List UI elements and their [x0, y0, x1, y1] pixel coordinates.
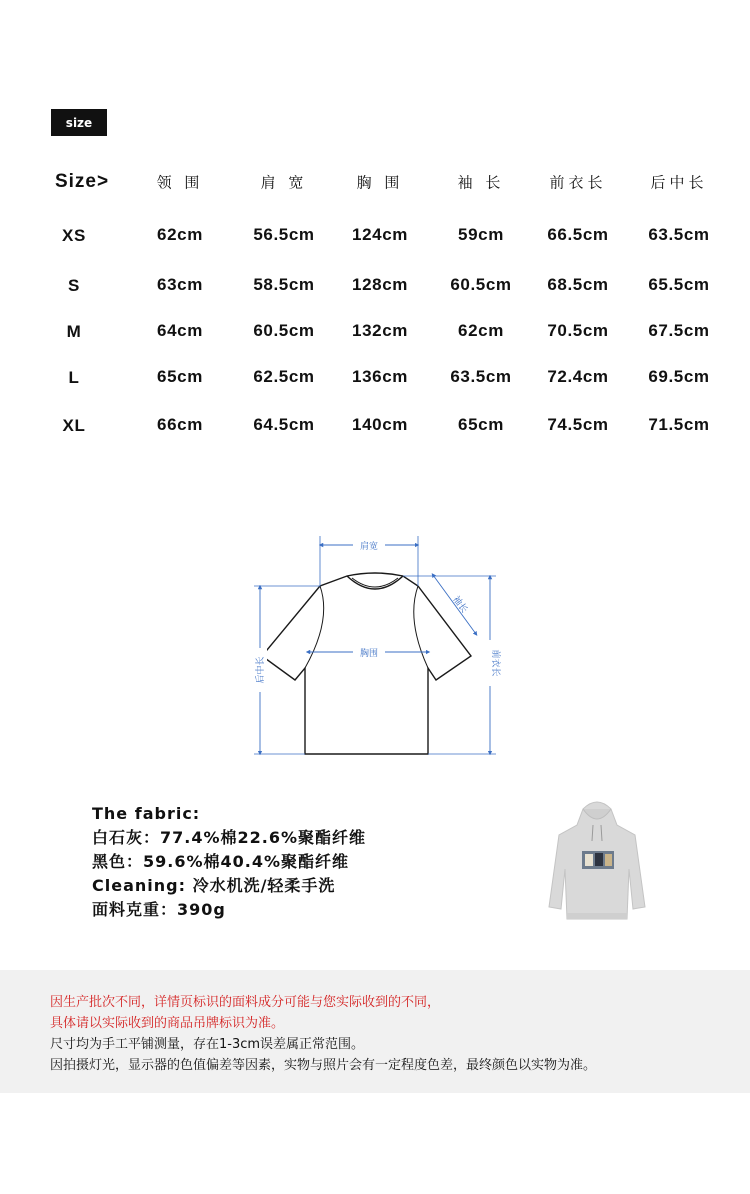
fabric-weight: 面料克重：390g	[92, 900, 226, 919]
table-header-size: Size>	[54, 171, 110, 192]
notice-line-3: 尺寸均为手工平铺测量，存在1-3cm误差属正常范围。	[50, 1037, 365, 1052]
fabric-cleaning: Cleaning: 冷水机洗/轻柔手洗	[92, 876, 336, 895]
tshirt-outline	[262, 573, 471, 754]
table-row-size-label: XS	[62, 226, 86, 245]
table-cell: 63.5cm	[648, 225, 710, 244]
table-cell: 62.5cm	[253, 367, 315, 386]
table-cell: 69.5cm	[648, 367, 710, 386]
table-cell: 72.4cm	[547, 367, 609, 386]
table-cell: 65cm	[458, 415, 504, 434]
table-cell: 66cm	[157, 415, 203, 434]
table-cell: 64cm	[157, 321, 203, 340]
table-cell: 60.5cm	[253, 321, 315, 340]
back-length-label: 后中长	[256, 656, 266, 684]
tshirt-measurement-diagram	[240, 530, 510, 770]
table-cell: 62cm	[157, 225, 203, 244]
table-cell: 56.5cm	[253, 225, 315, 244]
table-header-cell: 领 围	[156, 173, 204, 192]
table-header-cell: 袖 长	[457, 173, 505, 192]
size-tag: size	[51, 109, 107, 136]
table-cell: 132cm	[352, 321, 408, 340]
table-cell: 62cm	[458, 321, 504, 340]
table-row-size-label: L	[68, 368, 80, 387]
front-length-label: 前衣长	[490, 649, 500, 677]
table-cell: 59cm	[458, 225, 504, 244]
table-cell: 65cm	[157, 367, 203, 386]
fabric-line-black: 黑色：59.6%棉40.4%聚酯纤维	[92, 852, 350, 871]
size-table	[0, 0, 750, 460]
table-cell: 136cm	[352, 367, 408, 386]
fabric-title: The fabric:	[92, 804, 201, 823]
table-cell: 63cm	[157, 275, 203, 294]
table-cell: 63.5cm	[450, 367, 512, 386]
table-cell: 58.5cm	[253, 275, 315, 294]
table-row-size-label: S	[68, 276, 80, 295]
table-cell: 60.5cm	[450, 275, 512, 294]
shoulder-label: 肩宽	[359, 542, 379, 552]
fabric-info	[92, 802, 366, 922]
table-row-size-label: M	[66, 322, 82, 341]
table-cell: 71.5cm	[648, 415, 710, 434]
table-cell: 70.5cm	[547, 321, 609, 340]
table-cell: 67.5cm	[648, 321, 710, 340]
notice-line-4: 因拍摄灯光，显示器的色值偏差等因素，实物与照片会有一定程度色差，最终颜色以实物为准。	[50, 1058, 597, 1073]
table-row-size-label: XL	[62, 416, 86, 435]
table-header-cell: 后中长	[650, 173, 708, 192]
table-cell: 74.5cm	[547, 415, 609, 434]
hoodie-icon	[545, 795, 650, 925]
fabric-line-white: 白石灰：77.4%棉22.6%聚酯纤维	[92, 828, 367, 847]
chest-label: 胸围	[359, 649, 379, 659]
table-cell: 124cm	[352, 225, 408, 244]
table-cell: 64.5cm	[253, 415, 315, 434]
notice-red-line-2: 具体请以实际收到的商品吊牌标识为准。	[50, 1016, 285, 1031]
table-cell: 66.5cm	[547, 225, 609, 244]
notice-panel	[0, 970, 750, 1093]
table-header-cell: 肩 宽	[260, 173, 308, 192]
table-header-cell: 前衣长	[549, 173, 607, 192]
table-header-cell: 胸 围	[356, 173, 404, 192]
notice-red-line-1: 因生产批次不同，详情页标识的面料成分可能与您实际收到的不同，	[50, 995, 441, 1010]
sleeve-label: 袖长	[450, 594, 469, 616]
table-cell: 65.5cm	[648, 275, 710, 294]
table-cell: 68.5cm	[547, 275, 609, 294]
table-cell: 128cm	[352, 275, 408, 294]
table-cell: 140cm	[352, 415, 408, 434]
